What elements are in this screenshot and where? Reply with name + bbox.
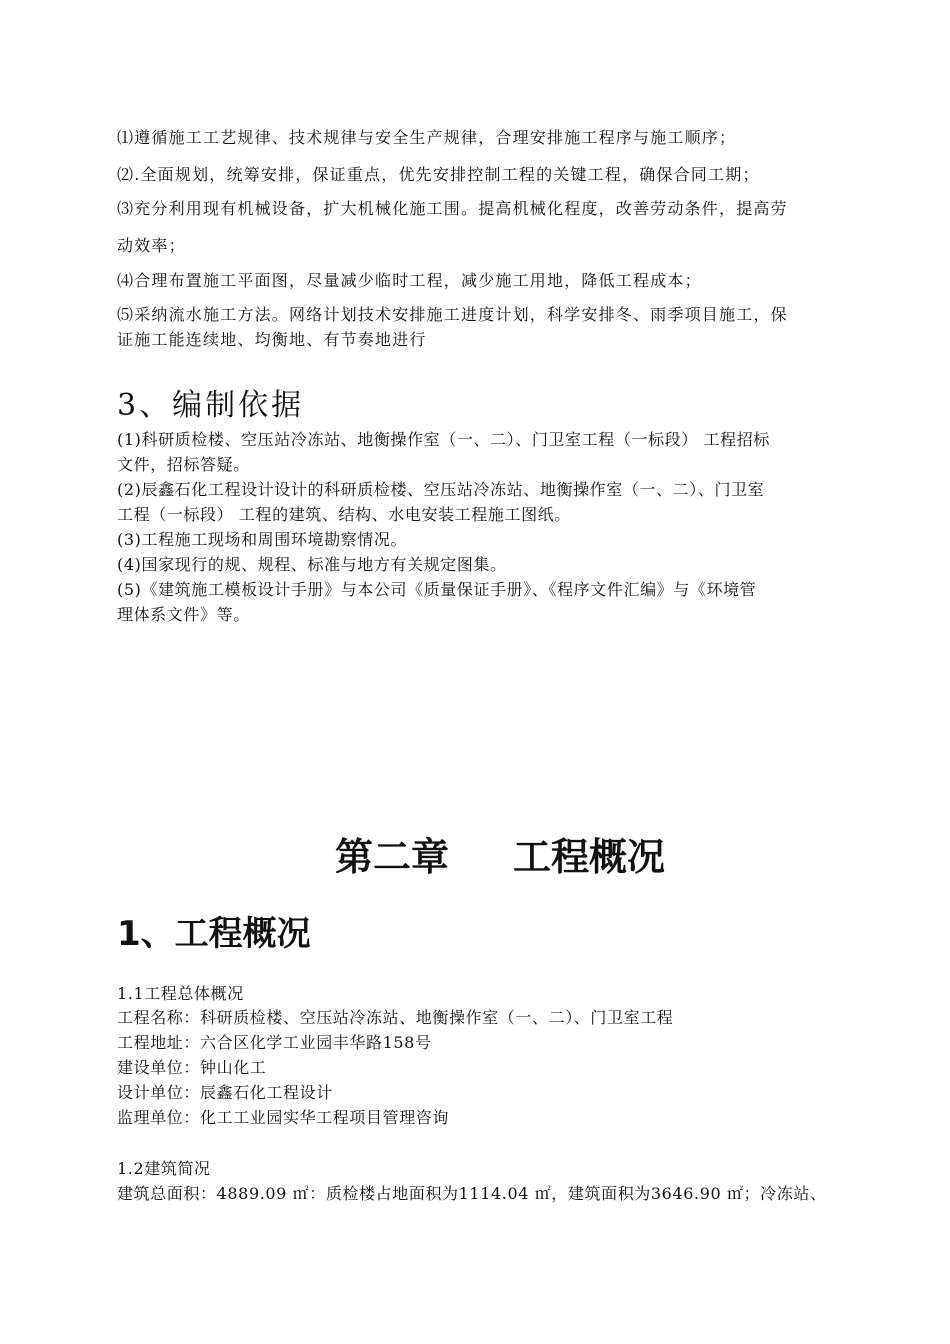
principle-1: ⑴遵循施工工艺规律、技术规律与安全生产规律，合理安排施工程序与施工顺序； xyxy=(117,128,737,147)
basis-line: 文件，招标答疑。 xyxy=(117,455,250,474)
design-unit: 设计单位：辰鑫石化工程设计 xyxy=(117,1083,333,1102)
overview-subheading: 1.1工程总体概况 xyxy=(117,984,244,1003)
project-name: 工程名称：科研质检楼、空压站冷冻站、地衡操作室（一、二）、门卫室工程 xyxy=(117,1008,674,1027)
basis-line: (5)《建筑施工模板设计手册》与本公司《质量保证手册》、《程序文件汇编》与《环境管 xyxy=(117,580,757,599)
building-subheading: 1.2建筑简况 xyxy=(117,1159,211,1178)
principle-3-cont: 动效率； xyxy=(117,236,186,255)
basis-line: (4)国家现行的规、规程、标准与地方有关规定图集。 xyxy=(117,555,507,574)
basis-line: (2)辰鑫石化工程设计设计的科研质检楼、空压站冷冻站、地衡操作室（一、二）、门卫室 xyxy=(117,480,765,499)
supervision-unit: 监理单位：化工工业园实华工程项目管理咨询 xyxy=(117,1108,450,1127)
project-address: 工程地址：六合区化学工业园丰华路158号 xyxy=(117,1033,432,1052)
overview-heading: 1、工程概况 xyxy=(117,914,311,954)
principle-3: ⑶充分利用现有机械设备，扩大机械化施工围。提高机械化程度，改善劳动条件，提高劳 xyxy=(117,199,788,218)
basis-line: 理体系文件》等。 xyxy=(117,605,250,624)
basis-line: 工程（一标段） 工程的建筑、结构、水电安装工程施工图纸。 xyxy=(117,505,571,524)
principle-2: ⑵.全面规划，统筹安排，保证重点，优先安排控制工程的关键工程，确保合同工期； xyxy=(117,165,760,184)
building-area: 建筑总面积：4889.09 ㎡：质检楼占地面积为1114.04 ㎡，建筑面积为3646.90 ㎡；冷冻站、 xyxy=(117,1184,827,1203)
basis-heading: 3、编制依据 xyxy=(117,388,305,423)
chapter-name: 工程概况 xyxy=(513,835,666,879)
chapter-title xyxy=(0,826,950,881)
principle-5-cont: 证施工能连续地、均衡地、有节奏地进行 xyxy=(117,330,427,349)
chapter-number: 第二章 xyxy=(334,835,449,879)
principle-4: ⑷合理布置施工平面图，尽量减少临时工程，减少施工用地，降低工程成本； xyxy=(117,271,702,290)
construction-unit: 建设单位：钟山化工 xyxy=(117,1058,267,1077)
principle-5: ⑸采纳流水施工方法。网络计划技术安排施工进度计划，科学安排冬、雨季项目施工，保 xyxy=(117,305,788,324)
basis-line: (3)工程施工现场和周围环境勘察情况。 xyxy=(117,530,408,549)
basis-line: (1)科研质检楼、空压站冷冻站、地衡操作室（一、二）、门卫室工程（一标段） 工程招标 xyxy=(117,430,770,449)
